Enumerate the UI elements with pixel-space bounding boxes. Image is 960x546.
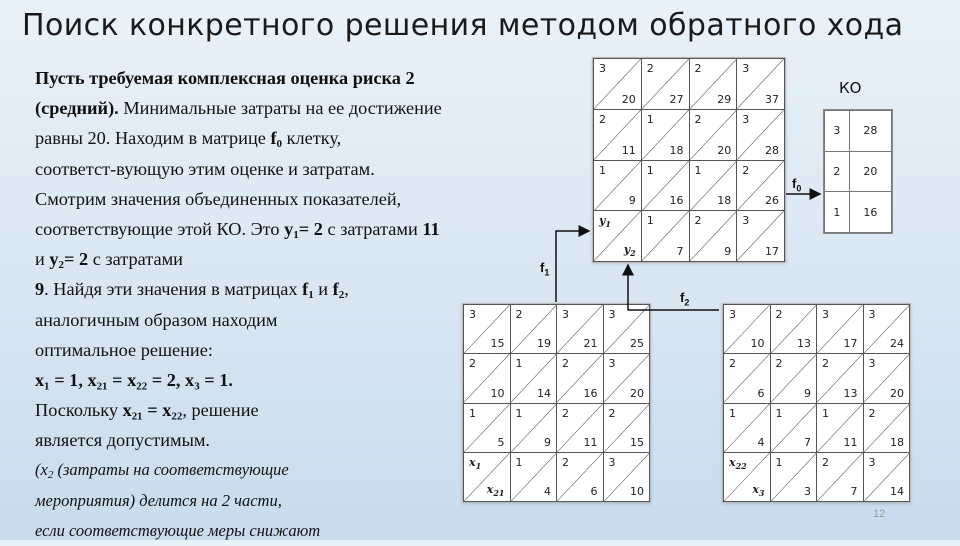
matrix-cell [557,354,604,403]
cell-cost: 20 [717,143,732,157]
cell-cost: 9 [804,386,811,400]
text-line-10: оптимальное решение: [35,339,213,360]
matrix-cell [724,452,771,501]
cell-cost: 11 [583,435,598,449]
text-line-8: 9. Найдя эти значения в матрицах $f_1$ и $f_2$, [35,279,349,302]
cell-cost: 27 [669,92,684,106]
ko-title: КО [839,79,862,97]
text-line-13: является допустимым. [35,430,210,451]
cell-cost: 7 [676,245,684,258]
matrix-cell [737,160,785,211]
matrix-cell [510,452,557,501]
matrix-cell [863,305,910,354]
text-line-5: Смотрим значения объединенных показателей, [35,188,402,209]
cell-cost: 15 [630,435,644,449]
matrix-cell [737,211,785,262]
cell-cost: 24 [890,337,904,351]
matrix-f1 [462,303,651,503]
cell-score: 1 [822,406,829,420]
cell-cost: 13 [843,386,858,400]
text-line-12: Поскольку x₂₁ = x₂₂, решение [35,400,259,421]
col-label: $x_3$ [752,482,765,498]
matrix-cell [510,354,557,403]
cell-cost: 11 [621,143,636,157]
matrix-cell [464,403,511,452]
cell-cost: 18 [890,435,904,449]
cell-score: 3 [562,308,569,321]
col-label: $y_2$ [623,242,636,258]
matrix-cell [557,403,604,452]
cell-cost: 16 [583,386,598,400]
cell-cost: 15 [490,337,505,351]
ko-cell: 28 [849,111,891,152]
matrix-cell [863,403,910,452]
ko-cell: 20 [849,151,891,192]
row-label: $y_1$ [599,214,611,230]
cell-cost: 4 [544,485,551,498]
row-label: $x_{22}$ [729,455,747,471]
cell-score: 2 [694,112,702,126]
cell-cost: 18 [717,194,732,208]
matrix-cell [641,109,689,160]
cell-score: 2 [608,406,616,420]
matrix-cell [817,452,864,501]
cell-score: 1 [694,163,702,177]
cell-cost: 21 [583,337,598,351]
matrix-cell [641,160,689,211]
cell-score: 3 [742,112,750,126]
ko-table [823,109,893,234]
ko-cell: 16 [849,192,891,233]
cell-cost: 26 [765,194,779,208]
cell-cost: 10 [750,337,765,351]
cell-score: 2 [822,455,829,469]
matrix-cell [724,305,771,354]
matrix-cell [724,403,771,452]
cell-cost: 29 [717,92,732,106]
cell-score: 3 [469,308,476,321]
cell-score: 2 [775,357,783,371]
cell-score: 3 [608,455,616,469]
matrix-f2 [722,303,911,503]
cell-cost: 10 [490,386,505,400]
cell-score: 3 [599,62,606,75]
cell-cost: 28 [765,143,779,157]
matrix-cell [863,452,910,501]
cell-score: 2 [562,406,569,420]
matrix-cell [724,354,771,403]
matrix-cell [603,452,650,501]
matrix-cell [557,452,604,501]
cell-cost: 16 [669,194,684,208]
matrix-cell [603,354,650,403]
cell-score: 1 [469,406,476,420]
cell-cost: 6 [590,485,598,498]
matrix-cell [464,354,511,403]
cell-cost: 20 [890,386,904,400]
label-f0: $f_0$ [792,176,802,194]
cell-cost: 37 [765,92,779,106]
cell-cost: 11 [843,435,858,449]
matrix-cell [464,305,511,354]
cell-score: 2 [515,308,523,321]
cell-score: 2 [562,455,569,469]
matrix-cell [594,59,642,110]
text-line-16: если соответствующие меры снижают [35,520,321,540]
cell-cost: 14 [537,386,551,400]
cell-score: 1 [646,163,654,177]
matrix-cell [641,211,689,262]
cell-cost: 5 [497,435,505,449]
matrix-cell [594,109,642,160]
matrix-cell [817,354,864,403]
text-line-15: мероприятия) делится на 2 части, [35,490,282,510]
cell-score: 2 [775,308,783,321]
cell-score: 2 [694,214,702,228]
cell-score: 2 [729,357,736,371]
cell-score: 2 [646,62,654,75]
cell-score: 2 [868,406,876,420]
cell-cost: 9 [544,435,551,449]
cell-cost: 20 [630,386,644,400]
cell-score: 3 [868,357,876,371]
matrix-cell [737,109,785,160]
matrix-cell [689,59,737,110]
cell-cost: 17 [765,245,779,258]
matrix-cell [689,211,737,262]
cell-cost: 9 [628,194,636,208]
cell-score: 2 [822,357,829,371]
cell-cost: 10 [630,485,644,498]
cell-score: 3 [868,455,876,469]
matrix-cell [603,403,650,452]
cell-cost: 13 [797,337,811,351]
cell-cost: 4 [757,435,765,449]
ko-cell: 3 [825,111,850,152]
cell-score: 3 [729,308,736,321]
matrix-cell [594,211,642,262]
cell-score: 3 [608,308,616,321]
cell-score: 1 [729,406,736,420]
text-line-7: и $y_2= 2$ с затратами [35,249,183,272]
matrix-cell [603,305,650,354]
text-line-9: аналогичным образом находим [35,309,278,330]
cell-score: 2 [742,163,750,177]
cell-score: 1 [599,163,606,177]
cell-cost: 25 [630,337,644,351]
col-label: $x_{21}$ [486,482,505,498]
text-line-11: x₁ = 1, x₂₁ = x₂₂ = 2, x₃ = 1. [35,369,233,390]
cell-score: 3 [742,214,750,228]
cell-cost: 18 [669,143,684,157]
text-line-6: соответствующие этой КО. Это $y_1= 2$ с затратами 11 [35,218,440,241]
label-f1: $f_1$ [540,260,550,278]
cell-score: 2 [469,357,476,371]
matrix-cell [464,452,511,501]
cell-score: 1 [646,214,654,228]
text-line-3: равны 20. Находим в матрице $f_0$ клетку, [35,128,342,151]
cell-cost: 9 [724,245,732,258]
matrix-cell [770,354,817,403]
cell-cost: 7 [850,485,858,498]
cell-score: 1 [775,406,783,420]
slide-title: Поиск конкретного решения методом обратного хода [22,8,904,43]
matrix-f0 [592,57,786,263]
cell-cost: 19 [537,337,551,351]
cell-score: 1 [515,455,523,469]
cell-score: 3 [822,308,829,321]
matrix-cell [641,59,689,110]
matrix-cell [770,452,817,501]
text-line-14: ($x_2$ (затраты на соответствующие [35,460,289,482]
cell-score: 1 [646,112,654,126]
cell-score: 3 [608,357,616,371]
cell-cost: 14 [890,485,904,498]
matrix-cell [770,403,817,452]
row-label: $x_1$ [469,455,482,471]
cell-cost: 3 [804,485,811,498]
cell-score: 2 [599,112,606,126]
matrix-cell [817,305,864,354]
matrix-cell [557,305,604,354]
cell-score: 3 [742,62,750,75]
ko-cell: 1 [825,192,850,233]
matrix-cell [689,160,737,211]
cell-cost: 17 [843,337,858,351]
label-f2: $f_2$ [680,290,690,308]
matrix-cell [689,109,737,160]
cell-cost: 20 [621,92,636,106]
text-line-2: (средний). Минимальные затраты на ее достижение [35,98,442,119]
cell-cost: 7 [804,435,811,449]
matrix-cell [510,403,557,452]
matrix-cell [737,59,785,110]
ko-cell: 2 [825,151,850,192]
cell-score: 1 [515,357,523,371]
cell-score: 3 [868,308,876,321]
text-line-4: соответст-вующую этим оценке и затратам. [35,158,375,179]
matrix-cell [817,403,864,452]
cell-score: 1 [515,406,523,420]
matrix-cell [770,305,817,354]
cell-cost: 6 [757,386,765,400]
text-line-1: Пусть требуемая комплексная оценка риска 2 [35,68,415,88]
page-number: 12 [873,508,886,520]
cell-score: 2 [694,62,702,75]
cell-score: 2 [562,357,569,371]
matrix-cell [510,305,557,354]
matrix-cell [863,354,910,403]
cell-score: 1 [775,455,783,469]
matrix-cell [594,160,642,211]
